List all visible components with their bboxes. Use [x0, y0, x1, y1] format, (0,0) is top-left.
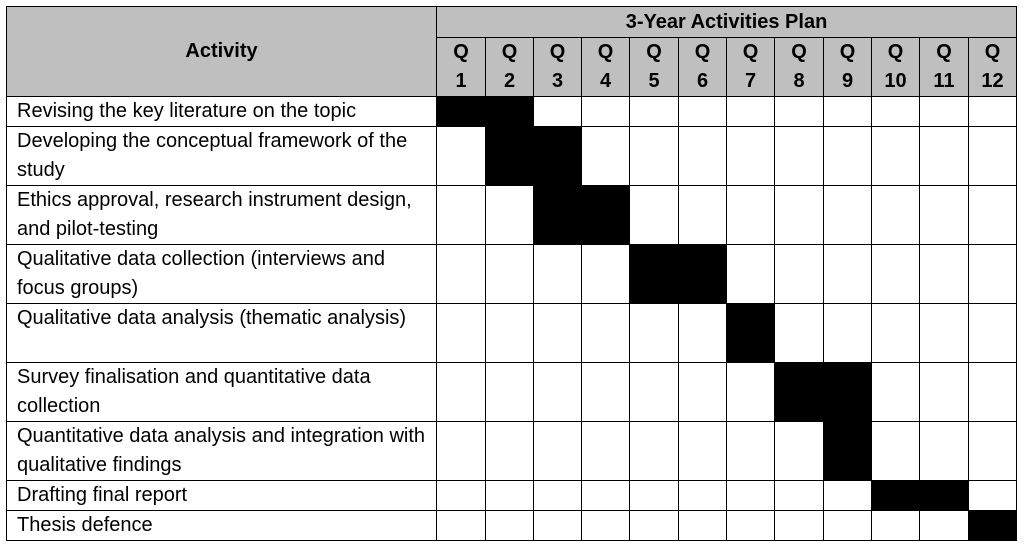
quarter-header-letter: Q	[453, 41, 469, 63]
quarter-header-1	[437, 38, 486, 97]
scheduled-cell-q4	[582, 186, 630, 245]
quarter-header-number: 9	[841, 70, 854, 92]
empty-cell-q8	[775, 481, 824, 511]
activity-column-header: Activity	[7, 7, 437, 97]
scheduled-cell-q2	[486, 127, 534, 186]
empty-cell-q11	[920, 422, 969, 481]
activity-name: Thesis defence	[7, 511, 437, 541]
empty-cell-q4	[582, 511, 630, 541]
empty-cell-q10	[872, 186, 920, 245]
empty-cell-q4	[582, 127, 630, 186]
empty-cell-q10	[872, 245, 920, 304]
empty-cell-q1	[437, 422, 486, 481]
empty-cell-q9	[824, 186, 872, 245]
quarter-header-number: 11	[933, 70, 955, 92]
empty-cell-q1	[437, 127, 486, 186]
empty-cell-q5	[630, 186, 679, 245]
empty-cell-q7	[727, 245, 775, 304]
empty-cell-q1	[437, 481, 486, 511]
empty-cell-q8	[775, 186, 824, 245]
empty-cell-q7	[727, 186, 775, 245]
empty-cell-q12	[969, 481, 1017, 511]
empty-cell-q6	[679, 511, 727, 541]
empty-cell-q6	[679, 304, 727, 363]
empty-cell-q3	[534, 245, 582, 304]
quarter-header-number: 4	[599, 70, 612, 92]
empty-cell-q12	[969, 127, 1017, 186]
empty-cell-q7	[727, 511, 775, 541]
quarter-header-letter: Q	[646, 41, 662, 63]
empty-cell-q4	[582, 304, 630, 363]
empty-cell-q3	[534, 97, 582, 127]
empty-cell-q11	[920, 511, 969, 541]
quarter-header-letter: Q	[549, 41, 566, 63]
activity-name: Developing the conceptual framework of the study	[7, 127, 437, 186]
empty-cell-q11	[920, 127, 969, 186]
empty-cell-q1	[437, 245, 486, 304]
activity-name: Drafting final report	[7, 481, 437, 511]
empty-cell-q9	[824, 245, 872, 304]
scheduled-cell-q9	[824, 363, 872, 422]
empty-cell-q6	[679, 363, 727, 422]
quarter-header-letter: Q	[501, 41, 518, 63]
scheduled-cell-q10	[872, 481, 920, 511]
quarter-header-7	[727, 38, 775, 97]
quarter-header-letter: Q	[984, 41, 1001, 63]
empty-cell-q6	[679, 186, 727, 245]
quarter-header-10	[872, 38, 920, 97]
empty-cell-q2	[486, 481, 534, 511]
empty-cell-q6	[679, 97, 727, 127]
empty-cell-q9	[824, 97, 872, 127]
table-row	[7, 481, 1017, 511]
activity-name: Revising the key literature on the topic	[7, 97, 437, 127]
empty-cell-q3	[534, 511, 582, 541]
empty-cell-q3	[534, 481, 582, 511]
activity-name: Survey finalisation and quantitative data collection	[7, 363, 437, 422]
table-row	[7, 186, 1017, 245]
scheduled-cell-q3	[534, 186, 582, 245]
empty-cell-q5	[630, 97, 679, 127]
empty-cell-q9	[824, 127, 872, 186]
quarter-header-number: 7	[744, 70, 757, 92]
plan-title-header: 3-Year Activities Plan	[437, 7, 1017, 38]
empty-cell-q11	[920, 363, 969, 422]
table-row	[7, 97, 1017, 127]
empty-cell-q5	[630, 422, 679, 481]
table-body	[7, 97, 1017, 541]
quarter-header-letter: Q	[791, 41, 807, 63]
quarter-header-number: 10	[884, 70, 907, 92]
quarter-header-3	[534, 38, 582, 97]
quarter-header-12	[969, 38, 1017, 97]
empty-cell-q4	[582, 363, 630, 422]
quarter-header-number: 6	[696, 70, 709, 92]
quarter-header-letter: Q	[839, 41, 856, 63]
empty-cell-q12	[969, 422, 1017, 481]
scheduled-cell-q3	[534, 127, 582, 186]
empty-cell-q2	[486, 186, 534, 245]
empty-cell-q12	[969, 186, 1017, 245]
scheduled-cell-q7	[727, 304, 775, 363]
quarter-header-number: 2	[503, 70, 516, 92]
scheduled-cell-q12	[969, 511, 1017, 541]
table-header	[7, 7, 1017, 97]
empty-cell-q10	[872, 511, 920, 541]
empty-cell-q10	[872, 304, 920, 363]
table-row	[7, 304, 1017, 363]
empty-cell-q9	[824, 511, 872, 541]
empty-cell-q5	[630, 127, 679, 186]
quarter-header-letter: Q	[694, 41, 711, 63]
empty-cell-q6	[679, 127, 727, 186]
quarter-header-number: 12	[981, 70, 1004, 92]
empty-cell-q5	[630, 363, 679, 422]
empty-cell-q10	[872, 97, 920, 127]
empty-cell-q10	[872, 422, 920, 481]
empty-cell-q1	[437, 363, 486, 422]
empty-cell-q3	[534, 422, 582, 481]
empty-cell-q4	[582, 97, 630, 127]
header-row-plan	[7, 7, 1017, 38]
quarter-header-number: 5	[648, 70, 660, 92]
table-row	[7, 422, 1017, 481]
quarter-header-4	[582, 38, 630, 97]
empty-cell-q4	[582, 422, 630, 481]
quarter-header-11	[920, 38, 969, 97]
quarter-header-number: 1	[455, 70, 467, 92]
empty-cell-q10	[872, 127, 920, 186]
empty-cell-q2	[486, 511, 534, 541]
empty-cell-q3	[534, 304, 582, 363]
table-row	[7, 363, 1017, 422]
table-row	[7, 245, 1017, 304]
scheduled-cell-q1	[437, 97, 486, 127]
empty-cell-q12	[969, 363, 1017, 422]
scheduled-cell-q8	[775, 363, 824, 422]
quarter-header-letter: Q	[597, 41, 614, 63]
empty-cell-q7	[727, 481, 775, 511]
empty-cell-q1	[437, 511, 486, 541]
empty-cell-q10	[872, 363, 920, 422]
empty-cell-q4	[582, 245, 630, 304]
empty-cell-q2	[486, 245, 534, 304]
empty-cell-q8	[775, 245, 824, 304]
empty-cell-q7	[727, 422, 775, 481]
empty-cell-q5	[630, 511, 679, 541]
empty-cell-q11	[920, 186, 969, 245]
quarter-header-letter: Q	[742, 41, 759, 63]
empty-cell-q7	[727, 97, 775, 127]
activities-plan-table	[6, 6, 1017, 541]
empty-cell-q1	[437, 186, 486, 245]
quarter-header-9	[824, 38, 872, 97]
scheduled-cell-q2	[486, 97, 534, 127]
activity-name: Qualitative data analysis (thematic analysis)	[7, 304, 437, 363]
quarter-header-number: 3	[551, 70, 564, 92]
empty-cell-q5	[630, 481, 679, 511]
scheduled-cell-q5	[630, 245, 679, 304]
quarter-header-5	[630, 38, 679, 97]
quarter-header-2	[486, 38, 534, 97]
quarter-header-6	[679, 38, 727, 97]
empty-cell-q7	[727, 363, 775, 422]
empty-cell-q7	[727, 127, 775, 186]
empty-cell-q12	[969, 245, 1017, 304]
quarter-header-letter: Q	[887, 41, 904, 63]
empty-cell-q8	[775, 304, 824, 363]
quarter-header-letter: Q	[936, 41, 952, 63]
table-row	[7, 127, 1017, 186]
empty-cell-q11	[920, 245, 969, 304]
quarter-header-8	[775, 38, 824, 97]
activity-name: Qualitative data collection (interviews and focus groups)	[7, 245, 437, 304]
empty-cell-q6	[679, 481, 727, 511]
table-row	[7, 511, 1017, 541]
empty-cell-q8	[775, 97, 824, 127]
quarter-header-number: 8	[793, 70, 805, 92]
empty-cell-q2	[486, 363, 534, 422]
empty-cell-q4	[582, 481, 630, 511]
empty-cell-q11	[920, 304, 969, 363]
empty-cell-q8	[775, 422, 824, 481]
empty-cell-q3	[534, 363, 582, 422]
activity-name: Quantitative data analysis and integration with qualitative findings	[7, 422, 437, 481]
empty-cell-q6	[679, 422, 727, 481]
empty-cell-q12	[969, 97, 1017, 127]
empty-cell-q11	[920, 97, 969, 127]
empty-cell-q9	[824, 481, 872, 511]
scheduled-cell-q6	[679, 245, 727, 304]
empty-cell-q8	[775, 127, 824, 186]
empty-cell-q9	[824, 304, 872, 363]
scheduled-cell-q9	[824, 422, 872, 481]
empty-cell-q12	[969, 304, 1017, 363]
activity-name: Ethics approval, research instrument design, and pilot-testing	[7, 186, 437, 245]
empty-cell-q2	[486, 304, 534, 363]
empty-cell-q2	[486, 422, 534, 481]
empty-cell-q8	[775, 511, 824, 541]
scheduled-cell-q11	[920, 481, 969, 511]
empty-cell-q1	[437, 304, 486, 363]
empty-cell-q5	[630, 304, 679, 363]
